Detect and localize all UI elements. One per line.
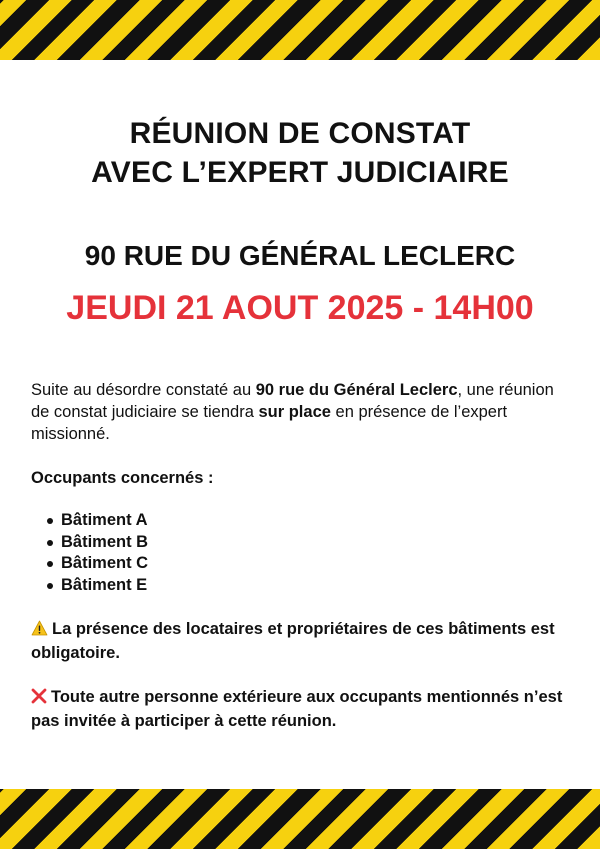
list-item: Bâtiment B — [61, 532, 576, 554]
warning-text: La présence des locataires et propriétaires de ces bâtiments est obligatoire. — [31, 620, 555, 662]
buildings-list — [31, 510, 576, 596]
title-line-1: RÉUNION DE CONSTAT — [129, 117, 471, 150]
intro-text-3: en présence de l’expert missionné. — [31, 403, 508, 443]
intro-text-1: Suite au désordre constaté au — [31, 381, 256, 399]
hazard-stripe-bottom — [0, 789, 600, 849]
page-title — [0, 114, 600, 192]
list-item: Bâtiment E — [61, 575, 576, 597]
title-line-2: AVEC L’EXPERT JUDICIAIRE — [91, 156, 509, 189]
restriction-text: Toute autre personne extérieure aux occupants mentionnés n’est pas invitée à participer à cette réunion. — [31, 688, 563, 730]
meeting-datetime: JEUDI 21 AOUT 2025 - 14H00 — [66, 289, 534, 327]
meeting-address: 90 RUE DU GÉNÉRAL LECLERC — [84, 240, 516, 271]
warning-notice — [31, 618, 576, 664]
intro-paragraph — [31, 379, 576, 445]
list-item: Bâtiment C — [61, 553, 576, 575]
notice-body — [31, 379, 576, 754]
list-item: Bâtiment A — [61, 510, 576, 532]
warning-icon — [31, 620, 48, 642]
occupants-label: Occupants concernés : — [31, 469, 214, 487]
cross-icon — [31, 688, 47, 710]
intro-bold-address: 90 rue du Général Leclerc — [255, 381, 458, 399]
intro-text-2: , une réunion de constat judiciaire se tiendra — [31, 381, 554, 421]
hazard-stripe-top — [0, 0, 600, 60]
restriction-notice — [31, 686, 576, 732]
intro-bold-onsite: sur place — [258, 403, 331, 421]
